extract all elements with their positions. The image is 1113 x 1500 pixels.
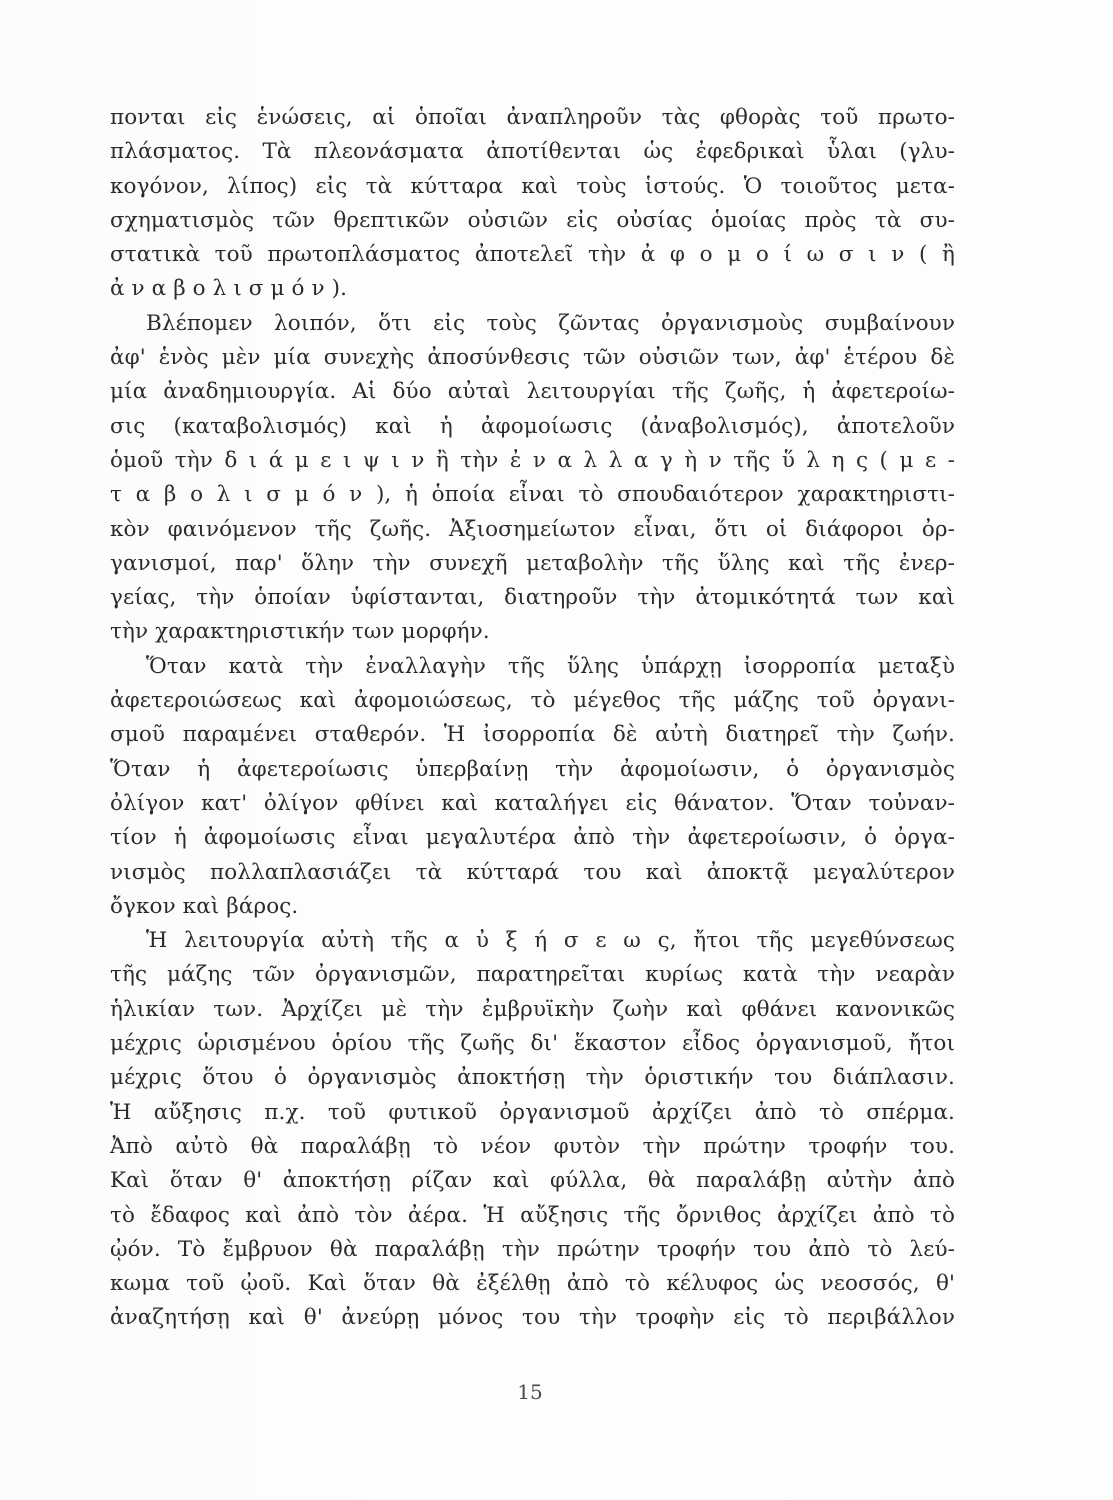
text-line: Ἡ αὔξησις π.χ. τοῦ φυτικοῦ ὀργανισμοῦ ἀρχίζει ἀπὸ τὸ σπέρμα. bbox=[110, 1099, 955, 1125]
text-line: πονται εἰς ἑνώσεις, αἱ ὁποῖαι ἀναπληροῦν τὰς φθορὰς τοῦ πρωτο- bbox=[110, 105, 955, 130]
text-line: Καὶ ὅταν θ' ἀποκτήσῃ ρίζαν καὶ φύλλα, θὰ παραλάβῃ αὐτὴν ἀπὸ bbox=[110, 1168, 955, 1194]
text-line: σμοῦ παραμένει σταθερόν. Ἡ ἰσορροπία δὲ αὐτὴ διατηρεῖ τὴν ζωήν. bbox=[110, 722, 955, 748]
text-line: σχηματισμὸς τῶν θρεπτικῶν οὐσιῶν εἰς οὐσίας ὁμοίας πρὸς τὰ συ- bbox=[110, 207, 955, 233]
text-line: γείας, τὴν ὁποίαν ὑφίστανται, διατηροῦν τὴν ἀτομικότητά των καὶ bbox=[110, 585, 955, 611]
text-line: ἀ ν α β ο λ ι σ μ ό ν ). bbox=[110, 276, 347, 302]
text-line: Ἡ λειτουργία αὐτὴ τῆς α ὐ ξ ή σ ε ω ς, ἤτοι τῆς μεγεθύνσεως bbox=[146, 928, 955, 954]
page-number: 15 bbox=[517, 1380, 543, 1404]
text-line: Ὅταν ἡ ἀφετεροίωσις ὑπερβαίνῃ τὴν ἀφομοίωσιν, ὁ ὀργανισμὸς bbox=[110, 756, 955, 782]
text-line: πλάσματος. Τὰ πλεονάσματα ἀποτίθενται ὡς ἐφεδρικαὶ ὗλαι (γλυ- bbox=[110, 139, 955, 165]
text-line: Ἀπὸ αὐτὸ θὰ παραλάβῃ τὸ νέον φυτὸν τὴν πρώτην τροφήν του. bbox=[110, 1133, 955, 1159]
text-line: ὁμοῦ τὴν δ ι ά μ ε ι ψ ι ν ἢ τὴν ἐ ν α λ λ α γ ὴ ν τῆς ὕ λ η ς ( μ ε - bbox=[110, 447, 955, 473]
text-line: τίον ἡ ἀφομοίωσις εἶναι μεγαλυτέρα ἀπὸ τὴν ἀφετεροίωσιν, ὁ ὀργα- bbox=[110, 825, 955, 851]
text-line: τὴν χαρακτηριστικήν των μορφήν. bbox=[110, 619, 490, 645]
text-line: μία ἀναδημιουργία. Αἱ δύο αὐταὶ λειτουργίαι τῆς ζωῆς, ἡ ἀφετεροίω- bbox=[110, 379, 955, 405]
text-line: κωμα τοῦ ᾠοῦ. Καὶ ὅταν θὰ ἐξέλθῃ ἀπὸ τὸ κέλυφος ὡς νεοσσός, θ' bbox=[110, 1271, 955, 1297]
text-line: τὸ ἔδαφος καὶ ἀπὸ τὸν ἀέρα. Ἡ αὔξησις τῆς ὄρνιθος ἀρχίζει ἀπὸ τὸ bbox=[110, 1202, 955, 1228]
text-line: ἡλικίαν των. Ἀρχίζει μὲ τὴν ἐμβρυϊκὴν ζωὴν καὶ φθάνει κανονικῶς bbox=[110, 996, 955, 1022]
text-line: νισμὸς πολλαπλασιάζει τὰ κύτταρά του καὶ ἀποκτᾷ μεγαλύτερον bbox=[110, 859, 955, 885]
text-line: μέχρις ὅτου ὁ ὀργανισμὸς ἀποκτήσῃ τὴν ὁριστικήν του διάπλασιν. bbox=[110, 1065, 955, 1091]
text-line: Βλέπομεν λοιπόν, ὅτι εἰς τοὺς ζῶντας ὀργανισμοὺς συμβαίνουν bbox=[146, 310, 955, 336]
text-line: ἀφετεροιώσεως καὶ ἀφομοιώσεως, τὸ μέγεθος τῆς μάζης τοῦ ὀργανι- bbox=[110, 688, 955, 714]
text-line: Ὅταν κατὰ τὴν ἐναλλαγὴν τῆς ὕλης ὑπάρχῃ ἰσορροπία μεταξὺ bbox=[146, 653, 955, 679]
text-line: ἀναζητήσῃ καὶ θ' ἀνεύρῃ μόνος του τὴν τροφὴν εἰς τὸ περιβάλλον bbox=[110, 1305, 955, 1331]
text-line: γανισμοί, παρ' ὅλην τὴν συνεχῆ μεταβολὴν τῆς ὕλης καὶ τῆς ἐνερ- bbox=[110, 550, 955, 576]
text-line: σις (καταβολισμός) καὶ ἡ ἀφομοίωσις (ἀναβολισμός), ἀποτελοῦν bbox=[110, 413, 955, 439]
text-line: τ α β ο λ ι σ μ ό ν ), ἡ ὁποία εἶναι τὸ σπουδαιότερον χαρακτηριστι- bbox=[110, 482, 955, 508]
text-line: τῆς μάζης τῶν ὀργανισμῶν, παρατηρεῖται κυρίως κατὰ τὴν νεαρὰν bbox=[110, 962, 955, 988]
body-text bbox=[110, 101, 955, 1336]
text-line: ἀφ' ἑνὸς μὲν μία συνεχὴς ἀποσύνθεσις τῶν οὐσιῶν των, ἀφ' ἑτέρου δὲ bbox=[110, 345, 955, 371]
text-line: κὸν φαινόμενον τῆς ζωῆς. Ἀξιοσημείωτον εἶναι, ὅτι οἱ διάφοροι ὀρ- bbox=[110, 516, 955, 542]
text-line: ὄγκον καὶ βάρος. bbox=[110, 893, 299, 919]
text-line: ὀλίγον κατ' ὀλίγον φθίνει καὶ καταλήγει εἰς θάνατον. Ὅταν τοὐναν- bbox=[110, 790, 955, 816]
text-line: ᾠόν. Τὸ ἔμβρυον θὰ παραλάβῃ τὴν πρώτην τροφήν του ἀπὸ τὸ λεύ- bbox=[110, 1236, 955, 1262]
text-line: κογόνον, λίπος) εἰς τὰ κύτταρα καὶ τοὺς ἱστούς. Ὁ τοιοῦτος μετα- bbox=[110, 173, 955, 199]
text-line: στατικὰ τοῦ πρωτοπλάσματος ἀποτελεῖ τὴν ἀ φ ο μ ο ί ω σ ι ν ( ἢ bbox=[110, 242, 955, 268]
text-line: μέχρις ὡρισμένου ὁρίου τῆς ζωῆς δι' ἕκαστον εἶδος ὀργανισμοῦ, ἤτοι bbox=[110, 1031, 955, 1057]
